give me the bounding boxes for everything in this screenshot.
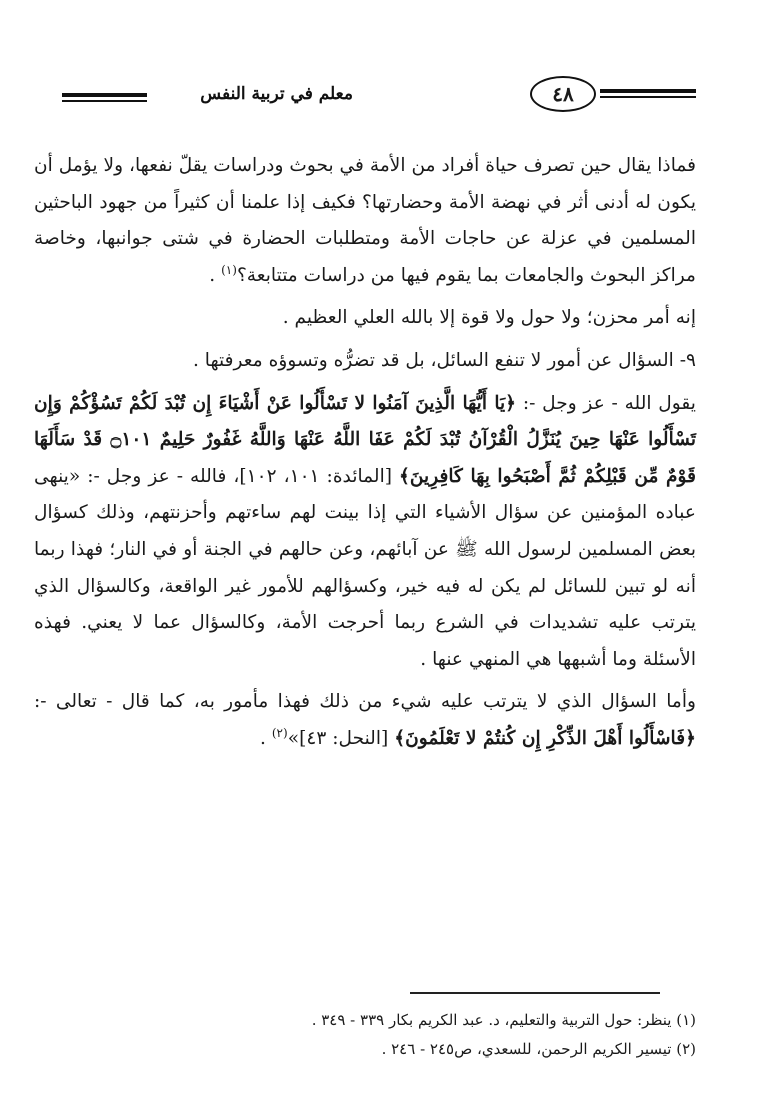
paragraph-text: وأما السؤال الذي لا يترتب عليه شيء من ذلك فهذا مأمور به، كما قال - تعالى -: bbox=[34, 691, 696, 713]
quran-verse: ﴿فَاسْأَلُوا أَهْلَ الذِّكْرِ إِن كُنتُمْ لا تَعْلَمُونَ﴾ bbox=[394, 727, 696, 749]
page-number bbox=[530, 76, 596, 112]
footnote: (١) ينظر: حول التربية والتعليم، د. عبد الكريم بكار ٣٣٩ - ٣٤٩ . bbox=[311, 1011, 696, 1029]
page-number-label: ٤٨ bbox=[552, 82, 574, 106]
paragraph bbox=[34, 343, 696, 380]
paragraph-text: إنه أمر محزن؛ ولا حول ولا قوة إلا بالله العلي العظيم . bbox=[282, 307, 696, 329]
footnote: (٢) تيسير الكريم الرحمن، للسعدي، ص٢٤٥ - ٢٤٦ . bbox=[381, 1040, 696, 1058]
paragraph-text: ٩- السؤال عن أمور لا تنفع السائل، بل قد تضرُّه وتسوؤه معرفتها . bbox=[192, 349, 696, 371]
paragraph-text: . bbox=[209, 264, 222, 286]
paragraph bbox=[34, 386, 696, 679]
paragraph bbox=[34, 300, 696, 337]
paragraph-text: . bbox=[260, 727, 272, 749]
footnote-divider bbox=[410, 992, 660, 994]
paragraph-text: [النحل: ٤٣]» bbox=[287, 727, 395, 749]
quran-verse: ﴿يَا أَيُّهَا الَّذِينَ آمَنُوا لا تَسْأَلُوا عَنْ أَشْيَاءَ إِن تُبْدَ لَكُمْ تَسُؤْكُمْ وَإِن تَسْأَلُوا عَنْهَا حِينَ يُنَزَّلُ الْقُرْآنُ تُبْدَ لَكُمْ عَفَا اللَّهُ عَنْهَا وَاللَّهُ غَفُورٌ حَلِيمٌ ۝١٠١ قَدْ سَأَلَهَا قَوْمٌ مِّن قَبْلِكُمْ ثُمَّ أَصْبَحُوا بِهَا كَافِرِينَ﴾ bbox=[34, 392, 697, 487]
header-rule-right bbox=[600, 89, 696, 93]
paragraph bbox=[34, 684, 696, 757]
paragraph-text: يقول الله - عز وجل -: bbox=[516, 392, 696, 414]
paragraph-text: فماذا يقال حين تصرف حياة أفراد من الأمة في بحوث ودراسات يقلّ نفعها، ولا يؤمل أن يكون له أدنى أثر في نهضة الأمة وحضارتها؟ فكيف إذا علمنا أن كثيراً من جهود الباحثين المسلمين في عزلة عن حاجات الأمة ومتطلبات الحضارة في شتى جوانبها، وخاصة مراكز البحوث والجامعات بما يقوم فيها من دراسات متتابعة؟ bbox=[34, 155, 696, 286]
body-text bbox=[34, 148, 696, 758]
footnote-ref: (١) bbox=[221, 262, 237, 277]
footnote-ref: (٢) bbox=[271, 725, 288, 740]
header-rule-left bbox=[62, 93, 147, 97]
footnotes bbox=[34, 1008, 696, 1066]
paragraph bbox=[34, 148, 696, 294]
header-rule-right bbox=[600, 96, 696, 98]
book-title: معلم في تربية النفس bbox=[200, 84, 353, 104]
paragraph-text: [المائدة: ١٠١، ١٠٢]، فالله - عز وجل -: «ينهى عباده المؤمنين عن سؤال الأشياء التي إذا بينت لهم ساءتهم وأحزنتهم، وذلك كسؤال بعض المسلمين لرسول الله ﷺ عن آبائهم، وعن حالهم في الجنة أو في النار؛ فهذا ربما أنه لو تبين للسائل لم يكن له فيه خير، وكسؤالهم للأمور غير الواقعة، وكالسؤال الذي يترتب عليه تشديدات في الشرع ربما أحرجت الأمة، وكالسؤال عما لا يعني. فهذه الأسئلة وما أشبهها هي المنهي عنها . bbox=[34, 465, 696, 670]
header-rule-left bbox=[62, 100, 147, 102]
